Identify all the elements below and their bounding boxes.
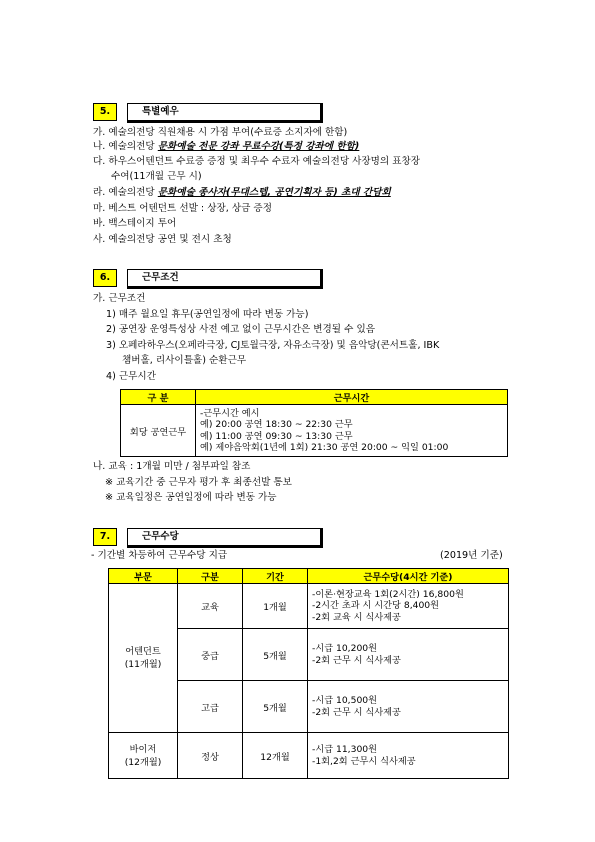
list-item: 4) 근무시간 <box>106 371 156 382</box>
list-item: 나. 예술의전당 문화예술 전문 강좌 무료수강(특정 강좌에 한함) <box>93 141 360 152</box>
table-cell: -근무시간 예시 예) 20:00 공연 18:30 ~ 22:30 근무 예) 11:00 공연 09:30 ~ 13:30 근무 예) 제야음악회(1년에 1회) 21:30 공연 20:00 ~ 익일 01:00 <box>196 405 508 457</box>
list-item: 1) 매주 월요일 휴무(공연일정에 따라 변동 가능) <box>106 309 309 320</box>
list-item: 나. 교육 : 1개월 미만 / 첨부파일 참조 <box>93 461 251 472</box>
section-title: 근무수당 <box>127 528 323 548</box>
table-cell: -시급 11,300원 -1회,2회 근무시 식사제공 <box>308 733 509 779</box>
table-cell: 회당 공연근무 <box>121 405 196 457</box>
table-header: 부문 <box>109 569 178 584</box>
list-item: 가. 예술의전당 직원채용 시 가점 부여(수료증 소지자에 한함) <box>93 127 348 138</box>
list-item: 사. 예술의전당 공연 및 전시 초청 <box>93 234 232 245</box>
table-cell: -이론·현장교육 1회(2시간) 16,800원 -2시간 초과 시 시간당 8,400원 -2회 교육 시 식사제공 <box>308 584 509 629</box>
table-cell: 5개월 <box>243 681 308 733</box>
table-cell: 12개월 <box>243 733 308 779</box>
section-number: 6. <box>93 269 117 287</box>
table-header: 구분 <box>178 569 243 584</box>
table-header: 구 분 <box>121 390 196 405</box>
table-cell: 중급 <box>178 629 243 681</box>
section-number: 7. <box>93 528 117 546</box>
note: ※ 교육기간 중 근무자 평가 후 최종선발 통보 <box>105 477 292 488</box>
list-item: 2) 공연장 운영특성상 사전 예고 없이 근무시간은 변경될 수 있음 <box>106 324 375 335</box>
table-cell: 5개월 <box>243 629 308 681</box>
table-header: 근무수당(4시간 기준) <box>308 569 509 584</box>
table-header: 근무시간 <box>196 390 508 405</box>
list-item: 다. 하우스어텐던트 수료증 증정 및 최우수 수료자 예술의전당 사장명의 표창장 <box>93 156 421 167</box>
note: ※ 교육일정은 공연일정에 따라 변동 가능 <box>105 492 277 503</box>
list-item: 라. 예술의전당 문화예술 종사자(무대스텝, 공연기획자 등) 초대 간담회 <box>93 187 391 198</box>
list-item: 챔버홀, 리사이틀홀) 순환근무 <box>122 355 247 366</box>
basis-note: (2019년 기준) <box>440 550 503 561</box>
list-item: 마. 베스트 어텐던트 선발 : 상장, 상금 증정 <box>93 203 272 214</box>
table-cell: 고급 <box>178 681 243 733</box>
table-cell: 바이저 (12개월) <box>109 733 178 779</box>
list-item: 가. 근무조건 <box>93 293 146 304</box>
section-number: 5. <box>93 103 117 121</box>
table-header: 기간 <box>243 569 308 584</box>
work-hours-table <box>120 389 508 457</box>
intro-text: - 기간별 차등하여 근무수당 지급 <box>91 550 228 561</box>
table-cell: 1개월 <box>243 584 308 629</box>
section-title: 근무조건 <box>127 269 323 289</box>
table-cell: -시급 10,200원 -2회 근무 시 식사제공 <box>308 629 509 681</box>
table-cell: -시급 10,500원 -2회 근무 시 식사제공 <box>308 681 509 733</box>
list-item: 바. 백스테이지 투어 <box>93 218 177 229</box>
allowance-table <box>108 568 509 779</box>
list-item: 수여(11개월 근무 시) <box>111 171 202 182</box>
section-title: 특별예우 <box>127 103 323 123</box>
list-item: 3) 오페라하우스(오페라극장, CJ토월극장, 자유소극장) 및 음악당(콘서트홀, IBK <box>106 340 440 351</box>
table-cell: 정상 <box>178 733 243 779</box>
table-cell: 어텐던트 (11개월) <box>109 584 178 733</box>
table-cell: 교육 <box>178 584 243 629</box>
